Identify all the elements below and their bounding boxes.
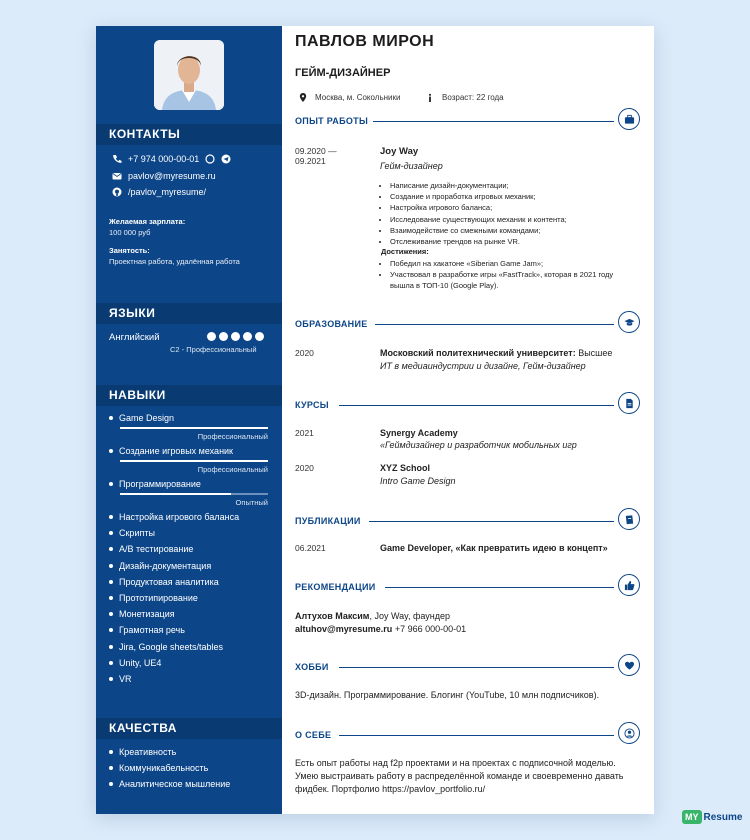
rating-dot	[243, 332, 252, 341]
skill-bar	[120, 460, 268, 462]
achievement-item: • Победил на хакатоне «Siberian Game Jam»;	[390, 258, 630, 269]
heart-icon	[618, 654, 640, 676]
duties-list	[381, 180, 630, 247]
briefcase-icon	[618, 108, 640, 130]
education-program: ИТ в медиаиндустрии и дизайне, Гейм-дизайнер	[380, 361, 586, 371]
email-row	[112, 171, 216, 181]
profile-photo	[154, 40, 224, 110]
logo-resume: Resume	[703, 811, 743, 823]
skill-item	[109, 528, 155, 538]
skill-label: Настройка игрового баланса	[119, 512, 240, 522]
course-name: Synergy Academy	[380, 428, 458, 438]
email-icon	[112, 171, 122, 181]
language-rating	[207, 332, 264, 341]
location-text: Москва, м. Сокольники	[315, 93, 401, 102]
skill-label: Грамотная речь	[119, 625, 185, 636]
experience-position: Гейм-дизайнер	[380, 161, 443, 171]
experience-title: ОПЫТ РАБОТЫ	[295, 116, 369, 126]
info-icon	[426, 93, 434, 102]
skill-bar	[120, 427, 268, 429]
age-text: Возраст: 22 года	[442, 93, 504, 102]
skill-label: Продуктовая аналитика	[119, 576, 219, 587]
duty-item: • Написание дизайн-документации;	[390, 180, 630, 191]
duty-item: • Исследование существующих механик и контента;	[390, 214, 630, 225]
document-icon	[618, 392, 640, 414]
candidate-name: ПАВЛОВ МИРОН	[295, 33, 435, 50]
employment-value: Проектная работа, удалённая работа	[109, 257, 240, 266]
bullet	[109, 677, 113, 681]
achievement-item: • Участвовал в разработке игры «FastTrack», которая в 2021 году вышла в ТОП-10 (Google Play).	[390, 269, 630, 291]
recommender-company: , Joy Way, фаундер	[369, 611, 451, 621]
skill-item	[109, 446, 233, 456]
achievements-label: Достижения:	[381, 247, 429, 256]
recommendations-title: РЕКОМЕНДАЦИИ	[295, 582, 376, 592]
resume-sheet	[96, 26, 654, 814]
location-info	[299, 93, 400, 102]
bullet	[109, 750, 113, 754]
achievements-list	[381, 258, 630, 292]
about-text: Есть опыт работы над f2p проектами и на проектах с подписочной моделью. Умею выстраивать работу в распределённой команде и своевременно давать фидбек. Портфолио https://pavlov_portfolio.ru/	[295, 758, 624, 794]
experience-header	[295, 108, 640, 134]
language-name: Английский	[109, 332, 160, 343]
divider	[339, 735, 614, 736]
divider	[373, 121, 614, 122]
salary-label: Желаемая зарплата:	[109, 217, 186, 226]
bullet	[109, 449, 113, 453]
course-year: 2021	[295, 428, 314, 438]
skill-label: Дизайн-документация	[119, 560, 212, 571]
viber-icon	[205, 154, 215, 164]
skill-label: Unity, UE4	[119, 657, 162, 668]
experience-company: Joy Way	[380, 146, 419, 157]
divider	[339, 667, 614, 668]
skill-label: Скрипты	[119, 528, 155, 539]
skills-title: НАВЫКИ	[109, 388, 166, 402]
qualities-header	[96, 718, 282, 739]
experience-dates: 09.2020 —	[295, 146, 337, 156]
bullet	[109, 482, 113, 486]
skill-bar	[120, 493, 268, 495]
skill-item	[109, 658, 161, 668]
bullet	[109, 531, 113, 535]
skill-item	[109, 479, 201, 489]
skill-bar-fill	[120, 493, 231, 495]
divider	[339, 405, 614, 406]
quality-item	[109, 763, 208, 773]
course-name: XYZ School	[380, 463, 431, 473]
language-level: C2 - Профессиональный	[170, 345, 257, 354]
education-school	[380, 348, 612, 358]
quality-item	[109, 747, 176, 757]
divider	[369, 521, 614, 522]
recommender-email[interactable]: altuhov@myresume.ru	[295, 624, 393, 634]
book-icon	[618, 508, 640, 530]
user-icon	[618, 722, 640, 744]
quality-label: Аналитическое мышление	[119, 779, 231, 789]
about-title: О СЕБЕ	[295, 730, 332, 740]
rating-dot	[219, 332, 228, 341]
logo-my: MY	[682, 810, 702, 824]
candidate-role: ГЕЙМ-ДИЗАЙНЕР	[295, 67, 391, 79]
skill-level: Опытный	[235, 498, 268, 507]
skill-label: VR	[119, 674, 132, 684]
bullet	[109, 416, 113, 420]
skill-label: Программирование	[119, 479, 201, 489]
courses-title: КУРСЫ	[295, 400, 329, 410]
rating-dot	[231, 332, 240, 341]
age-info	[426, 93, 504, 102]
graduation-cap-icon	[618, 311, 640, 333]
skill-label: Game Design	[119, 413, 175, 423]
bullet	[109, 782, 113, 786]
duty-item: • Отслеживание трендов на рынке VR.	[390, 236, 630, 247]
skills-header	[96, 385, 282, 406]
skill-label: A/B тестирование	[119, 544, 194, 555]
myresume-logo	[682, 810, 742, 824]
education-year: 2020	[295, 348, 314, 358]
publications-header	[295, 508, 640, 534]
phone-row	[112, 154, 231, 164]
skill-item	[109, 512, 239, 522]
course-year: 2020	[295, 463, 314, 473]
bullet	[109, 645, 113, 649]
skill-item	[109, 561, 211, 571]
experience-dates-end: 09.2021	[295, 156, 326, 166]
skill-label: Монетизация	[119, 609, 175, 620]
bullet	[109, 766, 113, 770]
skill-label: Прототипирование	[119, 593, 198, 603]
skill-label: Создание игровых механик	[119, 446, 233, 456]
skill-item	[109, 642, 223, 652]
github-text[interactable]: /pavlov_myresume/	[128, 187, 207, 197]
publication-name: Game Developer, «Как превратить идею в концепт»	[380, 543, 608, 553]
education-title: ОБРАЗОВАНИЕ	[295, 319, 368, 329]
skill-bar-fill	[120, 460, 268, 462]
skill-item	[109, 674, 132, 684]
github-row	[112, 187, 206, 197]
skill-bar-fill	[120, 427, 268, 429]
thumbs-up-icon	[618, 574, 640, 596]
phone-text[interactable]: +7 974 000-00-01	[128, 154, 200, 164]
skill-level: Профессиональный	[197, 432, 268, 441]
course-desc: «Геймдизайнер и разработчик мобильных игр	[380, 440, 577, 450]
recommender-contacts	[295, 624, 466, 634]
bullet	[109, 612, 113, 616]
school-name: Московский политехнический университет:	[380, 348, 576, 358]
bullet	[109, 564, 113, 568]
quality-label: Креативность	[119, 747, 177, 757]
skill-item	[109, 625, 185, 635]
rating-dot	[255, 332, 264, 341]
divider	[385, 587, 614, 588]
skill-item	[109, 577, 219, 587]
contacts-header	[96, 124, 282, 145]
quality-item	[109, 779, 230, 789]
about-header	[295, 722, 640, 748]
bullet	[109, 580, 113, 584]
publications-title: ПУБЛИКАЦИИ	[295, 516, 361, 526]
duty-item: • Создание и проработка игровых механик;	[390, 191, 630, 202]
skill-item	[109, 413, 174, 423]
bullet	[109, 661, 113, 665]
bullet	[109, 628, 113, 632]
email-text[interactable]: pavlov@myresume.ru	[128, 171, 216, 181]
education-header	[295, 311, 640, 337]
course-desc: Intro Game Design	[380, 476, 456, 486]
skill-item	[109, 593, 198, 603]
divider	[375, 324, 614, 325]
bullet	[109, 547, 113, 551]
hobbies-text: 3D-дизайн. Программирование. Блогинг (YouTube, 10 млн подписчиков).	[295, 690, 600, 700]
telegram-icon	[221, 154, 231, 164]
languages-header	[96, 303, 282, 324]
recommender	[295, 611, 450, 621]
courses-header	[295, 392, 640, 418]
salary-value: 100 000 руб	[109, 228, 151, 237]
recommender-name: Алтухов Максим	[295, 611, 370, 621]
location-pin-icon	[299, 93, 307, 102]
languages-title: ЯЗЫКИ	[109, 306, 156, 320]
hobbies-title: ХОББИ	[295, 662, 329, 672]
degree-level: Высшее	[575, 348, 613, 358]
bullet	[109, 596, 113, 600]
bullet	[109, 515, 113, 519]
rating-dot	[207, 332, 216, 341]
github-icon	[112, 187, 122, 197]
recommendations-header	[295, 574, 640, 600]
sidebar	[96, 26, 282, 814]
publication-date: 06.2021	[295, 543, 326, 553]
skill-level: Профессиональный	[197, 465, 268, 474]
duty-item: • Взаимодействие со смежными командами;	[390, 225, 630, 236]
hobbies-header	[295, 654, 640, 680]
duty-item: • Настройка игрового баланса;	[390, 202, 630, 213]
skill-item	[109, 609, 175, 619]
employment-label: Занятость:	[109, 246, 150, 255]
contacts-title: КОНТАКТЫ	[109, 127, 181, 141]
qualities-title: КАЧЕСТВА	[109, 721, 177, 735]
quality-label: Коммуникабельность	[119, 763, 209, 773]
phone-icon	[112, 154, 122, 164]
skill-item	[109, 544, 193, 554]
skill-label: Jira, Google sheets/tables	[119, 641, 224, 652]
recommender-phone: +7 966 000-00-01	[392, 624, 467, 634]
